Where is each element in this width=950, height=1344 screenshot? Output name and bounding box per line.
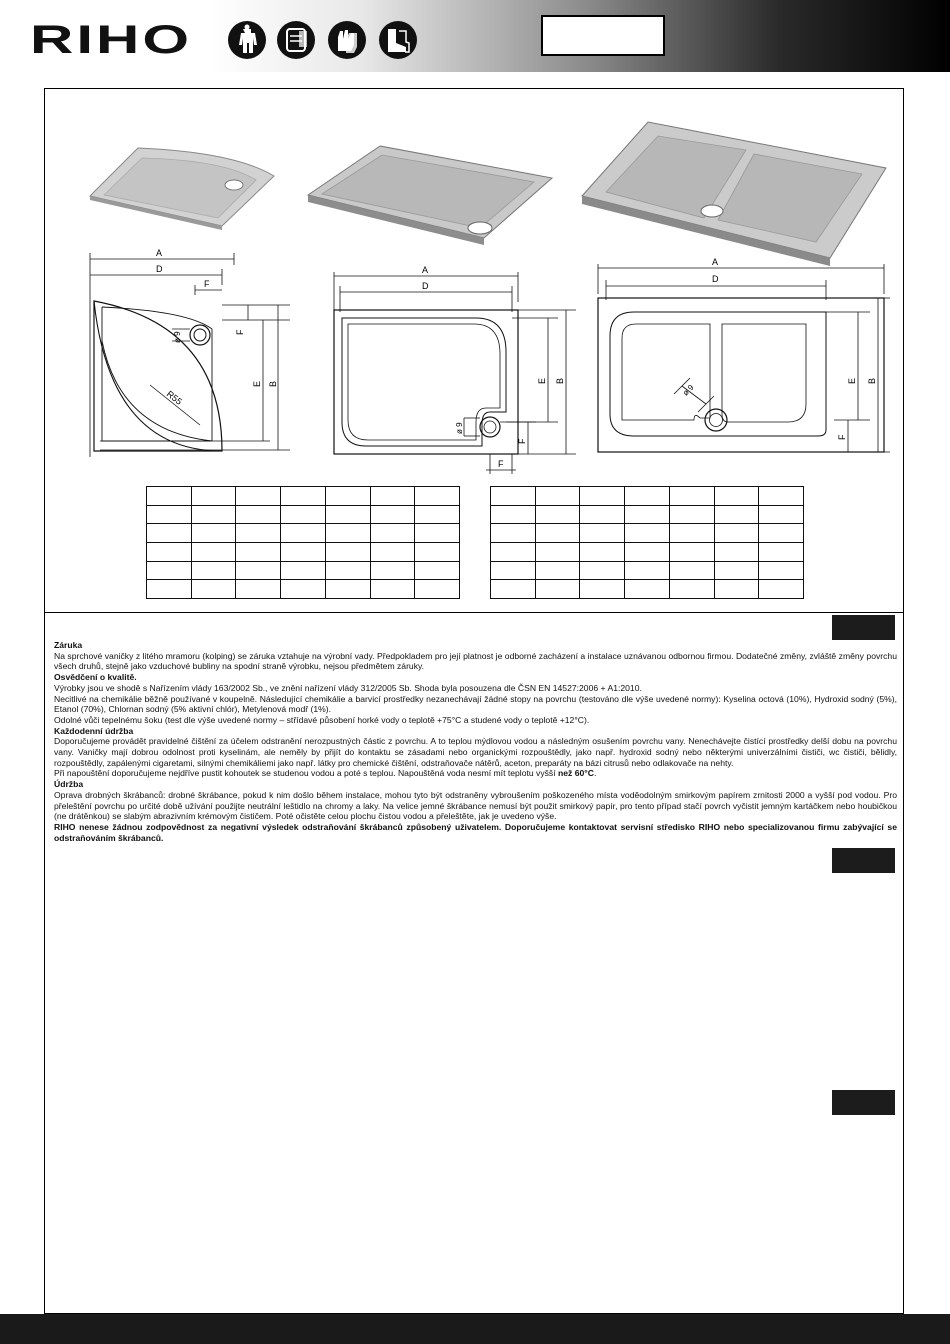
table-cell bbox=[325, 524, 370, 543]
table-row bbox=[147, 561, 460, 580]
dim-f-label: F bbox=[204, 279, 210, 289]
table-cell bbox=[625, 487, 670, 506]
table-cell bbox=[415, 505, 460, 524]
maintenance-body: Oprava drobných škrábanců: drobné škrábance, pokud k nim došlo během instalace, mohou tyto být odstraněny vybroušením poškozeného místa voděodolným smirkovým papírem zrnitosti 2000 a vyšší pod vodou. Pro přeleštění povrchu po určité době užívání použijte neutrální leštidlo na chromy a laky. Na velice jemné škrábance nemusí být použit smirkový papír, pro tento případ stačí povrch vyčistit jemným kartáčkem nebo houbičkou (ne drátěnkou) se slabým abrazivním krémovým čističem. Poté očistěte celou plochu čistou vodou a přeleštěte, jak je uvedeno výše. bbox=[54, 789, 897, 822]
table-row bbox=[147, 487, 460, 506]
section-divider bbox=[44, 612, 904, 613]
table-row bbox=[147, 580, 460, 599]
dim-a-label: A bbox=[156, 248, 163, 258]
table-cell bbox=[281, 580, 326, 599]
quadrant-tray-drawing bbox=[80, 245, 290, 467]
dim-a-label: A bbox=[422, 265, 429, 275]
disclaimer: RIHO nenese žádnou zodpovědnost za negativní výsledek odstraňování škrábanců způsobený uživatelem. Doporučujeme kontaktovat servisní středisko RIHO nebo specializovanou firmu zabývající se odstraňováním škrábanců. bbox=[54, 821, 897, 843]
table-cell bbox=[759, 524, 804, 543]
table-cell bbox=[580, 487, 625, 506]
table-cell bbox=[370, 524, 415, 543]
table-cell bbox=[370, 580, 415, 599]
maintenance-heading: Údržba bbox=[54, 779, 84, 790]
table-cell bbox=[191, 487, 236, 506]
dim-e-label: E bbox=[847, 377, 857, 384]
coverall-icon bbox=[228, 21, 266, 59]
table-row bbox=[491, 505, 804, 524]
drain-diameter-label: ø 9 bbox=[455, 422, 464, 434]
product-code-box bbox=[541, 15, 665, 56]
double-well-tray-render bbox=[578, 118, 888, 268]
table-cell bbox=[415, 524, 460, 543]
table-cell bbox=[714, 524, 759, 543]
table-row bbox=[147, 542, 460, 561]
filling-note-suffix: . bbox=[593, 768, 597, 779]
quadrant-tray-render bbox=[84, 138, 280, 230]
table-cell bbox=[147, 524, 192, 543]
table-cell bbox=[535, 505, 580, 524]
table-cell bbox=[147, 542, 192, 561]
quality-thermal: Odolné vůči tepelnému šoku (test dle výše uvedené normy – střídavé působení horké vody o teplotě +75°C a studené vody o teplotě +12°C). bbox=[54, 714, 590, 725]
table-cell bbox=[415, 542, 460, 561]
table-row bbox=[491, 561, 804, 580]
table-row bbox=[491, 487, 804, 506]
table-cell bbox=[491, 542, 536, 561]
table-cell bbox=[580, 505, 625, 524]
drain-diameter-label: ø 9 bbox=[681, 382, 696, 398]
table-row bbox=[491, 542, 804, 561]
table-cell bbox=[535, 524, 580, 543]
table-cell bbox=[535, 487, 580, 506]
riho-logo bbox=[30, 20, 195, 58]
table-cell bbox=[669, 580, 714, 599]
filling-note bbox=[54, 768, 897, 779]
daily-care-heading: Každodenní údržba bbox=[54, 725, 134, 736]
dim-a-label: A bbox=[712, 257, 719, 267]
table-cell bbox=[236, 580, 281, 599]
table-cell bbox=[625, 524, 670, 543]
dimension-table-right bbox=[490, 486, 804, 599]
table-cell bbox=[491, 487, 536, 506]
table-cell bbox=[415, 561, 460, 580]
dim-d-label: D bbox=[422, 281, 429, 291]
rectangular-tray-render bbox=[304, 140, 556, 245]
radius-label: R55 bbox=[164, 388, 184, 407]
language-tab-2 bbox=[832, 848, 895, 873]
table-cell bbox=[147, 487, 192, 506]
table-row bbox=[147, 524, 460, 543]
table-cell bbox=[281, 487, 326, 506]
dim-b-label: B bbox=[555, 377, 565, 384]
table-cell bbox=[236, 561, 281, 580]
table-cell bbox=[236, 505, 281, 524]
dim-d-label: D bbox=[156, 264, 163, 274]
table-cell bbox=[535, 580, 580, 599]
table-cell bbox=[491, 561, 536, 580]
table-cell bbox=[325, 580, 370, 599]
table-cell bbox=[625, 542, 670, 561]
table-cell bbox=[191, 505, 236, 524]
dim-f-label-vertical: F bbox=[837, 434, 847, 440]
table-cell bbox=[325, 487, 370, 506]
table-cell bbox=[669, 524, 714, 543]
table-cell bbox=[759, 580, 804, 599]
table-cell bbox=[491, 580, 536, 599]
svg-text:RIHO: RIHO bbox=[30, 20, 192, 58]
table-cell bbox=[370, 542, 415, 561]
table-cell bbox=[236, 524, 281, 543]
table-cell bbox=[759, 542, 804, 561]
rectangular-tray-drawing bbox=[326, 262, 578, 480]
safety-boots-icon bbox=[379, 21, 417, 59]
instructions-text bbox=[54, 640, 897, 843]
double-well-tray-drawing bbox=[594, 254, 890, 464]
drain-diameter-label: ø 9 bbox=[173, 331, 182, 343]
table-cell bbox=[147, 561, 192, 580]
table-cell bbox=[669, 561, 714, 580]
language-tab-1 bbox=[832, 615, 895, 640]
table-cell bbox=[759, 487, 804, 506]
table-cell bbox=[669, 505, 714, 524]
table-cell bbox=[191, 580, 236, 599]
table-cell bbox=[535, 561, 580, 580]
table-cell bbox=[325, 542, 370, 561]
table-cell bbox=[236, 487, 281, 506]
table-cell bbox=[415, 487, 460, 506]
language-tab-3 bbox=[832, 1090, 895, 1115]
warranty-heading: Záruka bbox=[54, 640, 83, 650]
dim-b-label: B bbox=[867, 377, 877, 384]
table-cell bbox=[580, 542, 625, 561]
table-cell bbox=[669, 487, 714, 506]
table-cell bbox=[580, 524, 625, 543]
table-cell bbox=[491, 524, 536, 543]
warranty-body: Na sprchové vaničky z litého mramoru (kolping) se záruka vztahuje na výrobní vady. Předpokladem pro její platnost je odborné zacházení a instalace uznávanou odbornou firmou. Dodatečné změny, zvláště změny povrchu všech druhů, stejně jako vzduchové bubliny na spodní straně výrobku, nejsou předmětem záruky. bbox=[54, 650, 897, 672]
table-cell bbox=[281, 505, 326, 524]
table-cell bbox=[714, 542, 759, 561]
table-cell bbox=[370, 505, 415, 524]
table-cell bbox=[625, 561, 670, 580]
dim-e-label: E bbox=[537, 377, 547, 384]
face-shield-icon bbox=[277, 21, 315, 59]
table-cell bbox=[714, 487, 759, 506]
quality-body: Výrobky jsou ve shodě s Nařízením vlády 163/2002 Sb., ve znění nařízení vlády 312/2005 Sb. Shoda byla posouzena dle ČSN EN 14527:2006 + A1:2010. bbox=[54, 682, 642, 693]
gloves-icon bbox=[328, 21, 366, 59]
footer-bar bbox=[0, 1314, 950, 1344]
table-cell bbox=[325, 561, 370, 580]
table-cell bbox=[625, 505, 670, 524]
quality-chemicals: Necitlivé na chemikálie běžně používané v koupelně. Následující chemikálie a barvicí prostředky nezanechávají žádné stopy na povrchu (testováno dle výše uvedené normy): Kyselina octová (10%), Hydroxid sodný (5%), Etanol (70%), Chlornan sodný (5% aktivní chlór), Metylenová modř (1%). bbox=[54, 693, 897, 715]
filling-note-prefix: Při napouštění doporučujeme nejdříve pustit kohoutek se studenou vodou a poté s teplou. Napouštěná voda nesmí mít teplotu vyšší bbox=[54, 768, 559, 779]
dim-f-label-vertical: F bbox=[235, 329, 245, 335]
table-cell bbox=[580, 580, 625, 599]
table-cell bbox=[625, 580, 670, 599]
table-cell bbox=[370, 487, 415, 506]
daily-care-body: Doporučujeme provádět pravidelné čištění za účelem odstranění nerozpustných částic z povrchu. A to teplou mýdlovou vodou a následným osušením povrchu vany. Nenechávejte čistící prostředky delší dobu na povrchu vany. Vaničky mají dobrou odolnost proti kyselinám, ale neměly by přijít do kontaktu se zásadami nebo organickými rozpouštědly, jako např. hydroxid sodný nebo některými univerzálními čističi, wc čističi, bělidly, rozpouštědly, zapálenými cigaretami, silnými chemikáliemi jako např. látky pro chemické čištění, odstraňovače nátěrů, aceton, preparáty na bázi citrusů nebo odlakovače na nehty. bbox=[54, 736, 897, 768]
table-cell bbox=[191, 561, 236, 580]
table-cell bbox=[714, 561, 759, 580]
table-cell bbox=[191, 542, 236, 561]
dimension-table-left bbox=[146, 486, 460, 599]
table-cell bbox=[714, 580, 759, 599]
dim-e-label: E bbox=[252, 380, 262, 387]
filling-temperature: než 60°C bbox=[558, 768, 594, 779]
table-cell bbox=[580, 561, 625, 580]
table-row bbox=[491, 580, 804, 599]
dim-b-label: B bbox=[268, 380, 278, 387]
table-cell bbox=[669, 542, 714, 561]
table-cell bbox=[191, 524, 236, 543]
dim-f-label-vertical: F bbox=[517, 438, 527, 444]
table-row bbox=[491, 524, 804, 543]
table-cell bbox=[759, 505, 804, 524]
table-cell bbox=[759, 561, 804, 580]
dim-d-label: D bbox=[712, 274, 719, 284]
table-cell bbox=[281, 524, 326, 543]
dim-f-label: F bbox=[498, 459, 504, 469]
table-cell bbox=[415, 580, 460, 599]
table-cell bbox=[535, 542, 580, 561]
table-cell bbox=[236, 542, 281, 561]
table-cell bbox=[281, 561, 326, 580]
table-cell bbox=[325, 505, 370, 524]
table-cell bbox=[491, 505, 536, 524]
quality-heading: Osvědčení o kvalitě. bbox=[54, 672, 137, 683]
table-cell bbox=[281, 542, 326, 561]
table-row bbox=[147, 505, 460, 524]
table-cell bbox=[147, 505, 192, 524]
table-cell bbox=[147, 580, 192, 599]
table-cell bbox=[370, 561, 415, 580]
table-cell bbox=[714, 505, 759, 524]
